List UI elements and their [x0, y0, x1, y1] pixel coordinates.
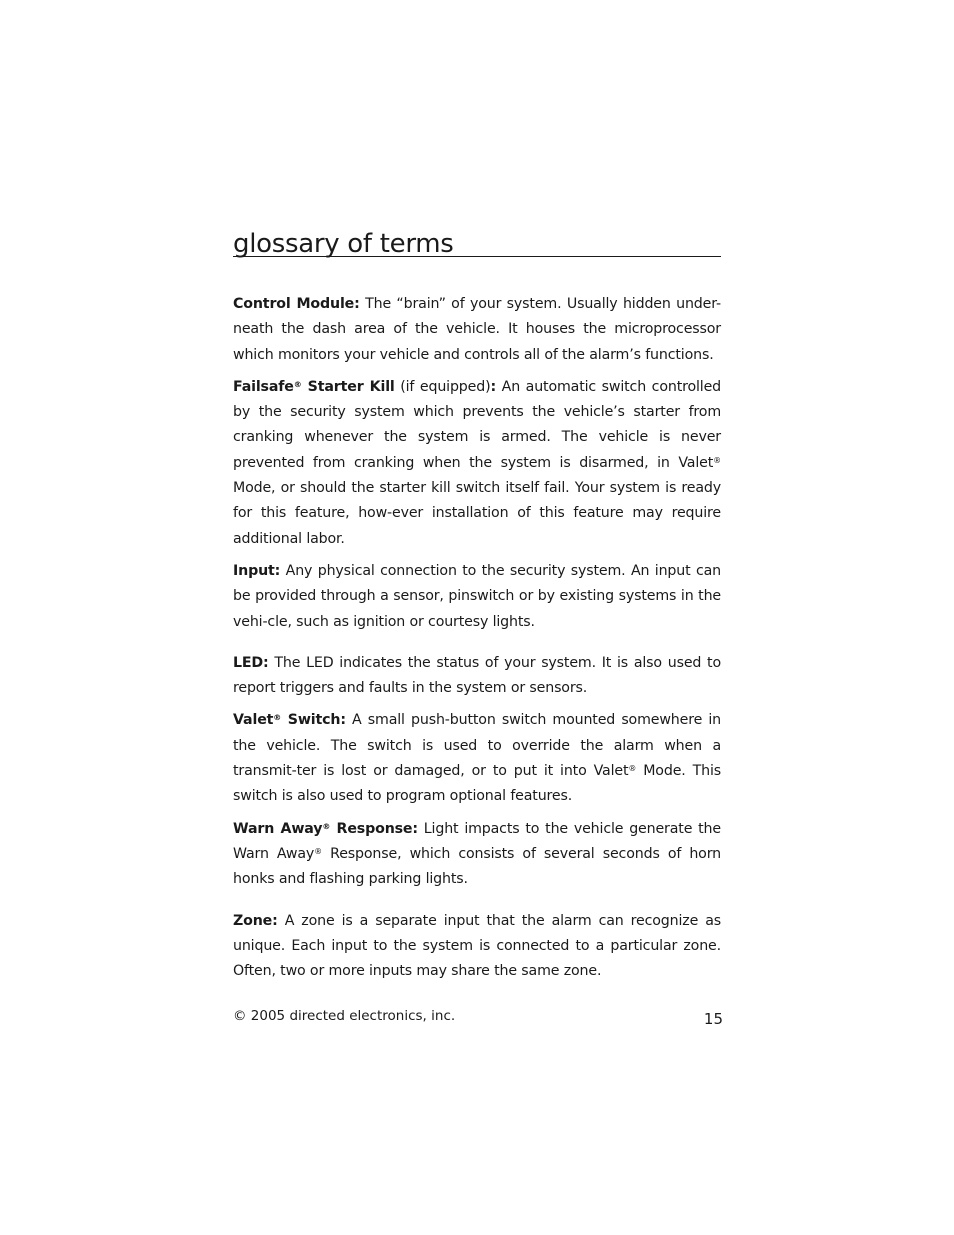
glossary-term-part: Starter Kill: [301, 378, 395, 395]
registered-mark: ®: [314, 846, 323, 856]
glossary-term: Input:: [233, 562, 281, 579]
glossary-term-part: Switch:: [281, 712, 346, 729]
glossary-definition: The “brain” of your system. Usually hidden under-neath the dash area of the vehicle. It houses the microprocessor which monitors your vehicle and controls all of the alarm’s functions.: [233, 296, 721, 363]
glossary-term-colon: :: [490, 378, 497, 395]
registered-mark: ®: [322, 821, 331, 831]
glossary-term: [233, 712, 346, 728]
page-title: glossary of terms: [233, 229, 454, 259]
glossary-entry-valet-switch: [233, 708, 721, 809]
registered-mark: ®: [628, 764, 637, 774]
glossary-term: Control Module:: [233, 296, 360, 312]
glossary-term: [233, 379, 395, 395]
glossary-list: [233, 292, 721, 991]
page-number: 15: [703, 1010, 723, 1028]
registered-mark: ®: [273, 713, 282, 723]
glossary-entry-failsafe: [233, 375, 721, 552]
glossary-entry-warn-away: [233, 817, 721, 893]
glossary-term-part: Response:: [330, 820, 418, 837]
glossary-entry-control-module: [233, 292, 721, 368]
registered-mark: ®: [293, 379, 302, 389]
glossary-term-qualifier: (if equipped): [394, 378, 491, 395]
registered-mark: ®: [713, 455, 721, 465]
glossary-term: LED:: [233, 654, 269, 671]
glossary-entry-zone: [233, 909, 721, 985]
glossary-definition: Mode. This switch is also used to program optional features.: [233, 763, 722, 805]
glossary-term: Zone:: [233, 912, 278, 929]
glossary-definition: Light impacts to the vehicle generate the Warn Away: [233, 820, 721, 862]
glossary-definition: Mode, or should the starter kill switch itself fail. Your system is ready for this feature, how-ever installation of this feature may require additional labor.: [233, 480, 721, 547]
glossary-definition: Any physical connection to the security system. An input can be provided through a sensor, pinswitch or by existing systems in the vehi-cle, such as ignition or courtesy lights.: [233, 562, 721, 630]
glossary-entry-input: [233, 559, 721, 635]
glossary-definition: Response, which consists of several seconds of horn honks and flashing parking lights.: [233, 845, 721, 888]
glossary-entry-led: [233, 651, 721, 702]
page-title-rule: [233, 226, 721, 257]
glossary-term-part: Valet: [233, 712, 274, 729]
glossary-definition: An automatic switch controlled by the security system which prevents the vehicle’s starter from cranking whenever the system is armed. The vehicle is never prevented from cranking when the system is disarmed, in Valet: [233, 378, 722, 471]
glossary-definition: A zone is a separate input that the alarm can recognize as unique. Each input to the system is connected to a particular zone. Often, two or more inputs may share the same zone.: [233, 912, 721, 980]
glossary-term-part: Warn Away: [233, 820, 323, 837]
glossary-term: [233, 821, 418, 837]
glossary-definition: A small push-button switch mounted somewhere in the vehicle. The switch is used to override the alarm when a transmit-ter is lost or damaged, or to put it into Valet: [233, 712, 721, 780]
glossary-definition: The LED indicates the status of your system. It is also used to report triggers and faults in the system or sensors.: [233, 654, 721, 697]
glossary-term-part: Failsafe: [233, 378, 294, 395]
copyright-notice: © 2005 directed electronics, inc.: [233, 1008, 456, 1024]
